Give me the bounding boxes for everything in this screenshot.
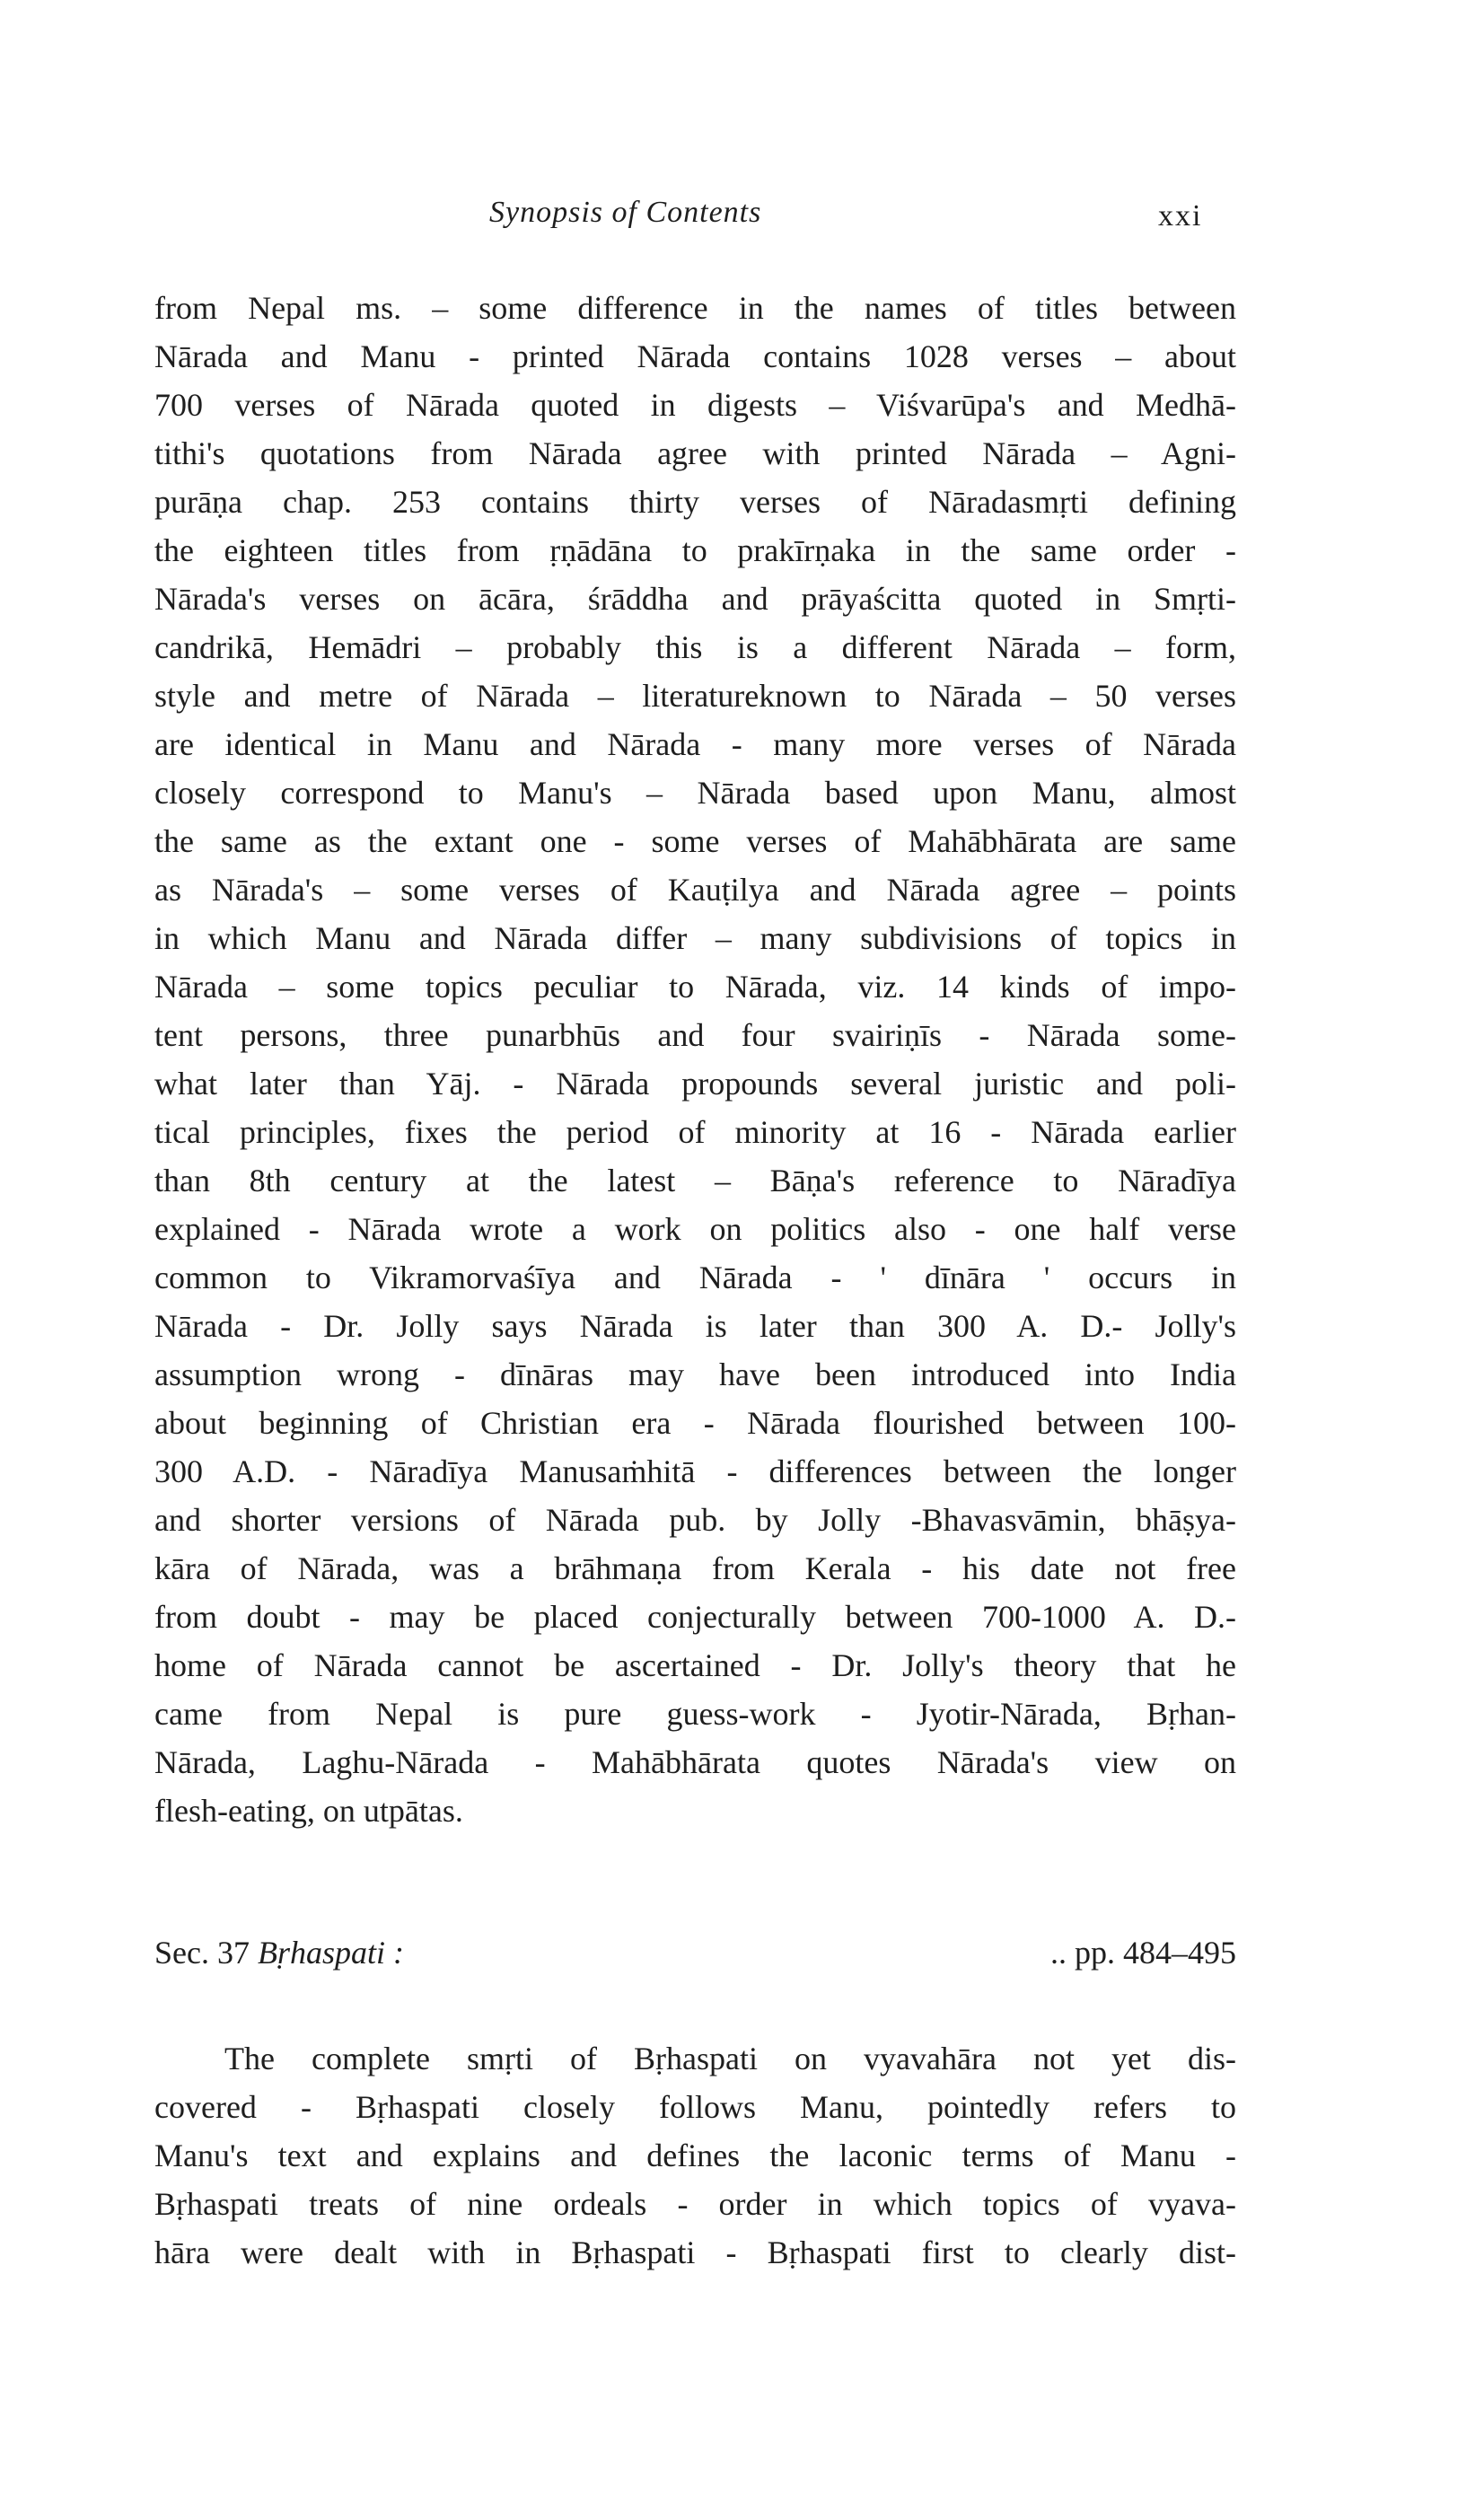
text-line: are identical in Manu and Nārada - many more verses of Nārada [154, 726, 1236, 762]
text-line: The complete smṛti of Bṛhaspati on vyavahāra not yet dis- [224, 2041, 1236, 2076]
text-line: explained - Nārada wrote a work on politics also - one half verse [154, 1211, 1236, 1247]
section-label: Sec. 37 [154, 1935, 250, 1971]
text-line: 300 A.D. - Nāradīya Manusaṁhitā - differences between the longer [154, 1453, 1236, 1489]
running-header-title: Synopsis of Contents [489, 196, 762, 229]
text-line: assumption wrong - dīnāras may have been introduced into India [154, 1356, 1236, 1392]
text-line: 700 verses of Nārada quoted in digests – Viśvarūpa's and Medhā- [154, 387, 1236, 423]
text-line: Manu's text and explains and defines the laconic terms of Manu - [154, 2138, 1236, 2173]
brhaspati-synopsis-paragraph [154, 2034, 1236, 2277]
text-line: Nārada, Laghu-Nārada - Mahābhārata quotes Nārada's view on [154, 1744, 1236, 1780]
text-line: purāṇa chap. 253 contains thirty verses of Nāradasmṛti defining [154, 484, 1236, 520]
text-line: style and metre of Nārada – literatureknown to Nārada – 50 verses [154, 678, 1236, 714]
section-page-range: .. pp. 484–495 [1050, 1935, 1236, 1971]
narada-synopsis-paragraph [154, 284, 1236, 1835]
text-line: tical principles, fixes the period of minority at 16 - Nārada earlier [154, 1114, 1236, 1150]
text-line: came from Nepal is pure guess-work - Jyotir-Nārada, Bṛhan- [154, 1696, 1236, 1732]
text-line: Bṛhaspati treats of nine ordeals - order in which topics of vyava- [154, 2186, 1236, 2222]
text-line: common to Vikramorvaśīya and Nārada - ' dīnāra ' occurs in [154, 1260, 1236, 1295]
text-line: flesh-eating, on utpātas. [154, 1793, 463, 1829]
text-line: Nārada – some topics peculiar to Nārada, viz. 14 kinds of impo- [154, 969, 1236, 1005]
text-line: closely correspond to Manu's – Nārada based upon Manu, almost [154, 775, 1236, 811]
text-line: tent persons, three punarbhūs and four svairiṇīs - Nārada some- [154, 1017, 1236, 1053]
text-line: Nārada's verses on ācāra, śrāddha and prāyaścitta quoted in Smṛti- [154, 581, 1236, 617]
text-line: the same as the extant one - some verses of Mahābhārata are same [154, 823, 1236, 859]
text-line: tithi's quotations from Nārada agree with printed Nārada – Agni- [154, 435, 1236, 471]
text-line: covered - Bṛhaspati closely follows Manu, pointedly refers to [154, 2089, 1236, 2125]
section-name: Bṛhaspati : [257, 1935, 404, 1971]
text-line: from doubt - may be placed conjecturally between 700-1000 A. D.- [154, 1599, 1236, 1635]
text-line: as Nārada's – some verses of Kauṭilya and Nārada agree – points [154, 872, 1236, 908]
text-line: home of Nārada cannot be ascertained - Dr. Jolly's theory that he [154, 1647, 1236, 1683]
text-line: hāra were dealt with in Bṛhaspati - Bṛhaspati first to clearly dist- [154, 2234, 1236, 2270]
section-heading [154, 1928, 1236, 1977]
text-line: Nārada and Manu - printed Nārada contains 1028 verses – about [154, 338, 1236, 374]
text-line: what later than Yāj. - Nārada propounds several juristic and poli- [154, 1066, 1236, 1102]
text-line: candrikā, Hemādri – probably this is a different Nārada – form, [154, 629, 1236, 665]
page-number: xxi [1158, 199, 1203, 233]
text-line: Nārada - Dr. Jolly says Nārada is later than 300 A. D.- Jolly's [154, 1308, 1236, 1344]
text-line: than 8th century at the latest – Bāṇa's reference to Nāradīya [154, 1163, 1236, 1198]
text-line: in which Manu and Nārada differ – many subdivisions of topics in [154, 920, 1236, 956]
text-line: kāra of Nārada, was a brāhmaṇa from Kerala - his date not free [154, 1550, 1236, 1586]
text-line: from Nepal ms. – some difference in the names of titles between [154, 290, 1236, 326]
text-line: about beginning of Christian era - Nārada flourished between 100- [154, 1405, 1236, 1441]
text-line: the eighteen titles from ṛṇādāna to prakīrṇaka in the same order - [154, 532, 1236, 568]
text-line: and shorter versions of Nārada pub. by Jolly -Bhavasvāmin, bhāṣya- [154, 1502, 1236, 1538]
